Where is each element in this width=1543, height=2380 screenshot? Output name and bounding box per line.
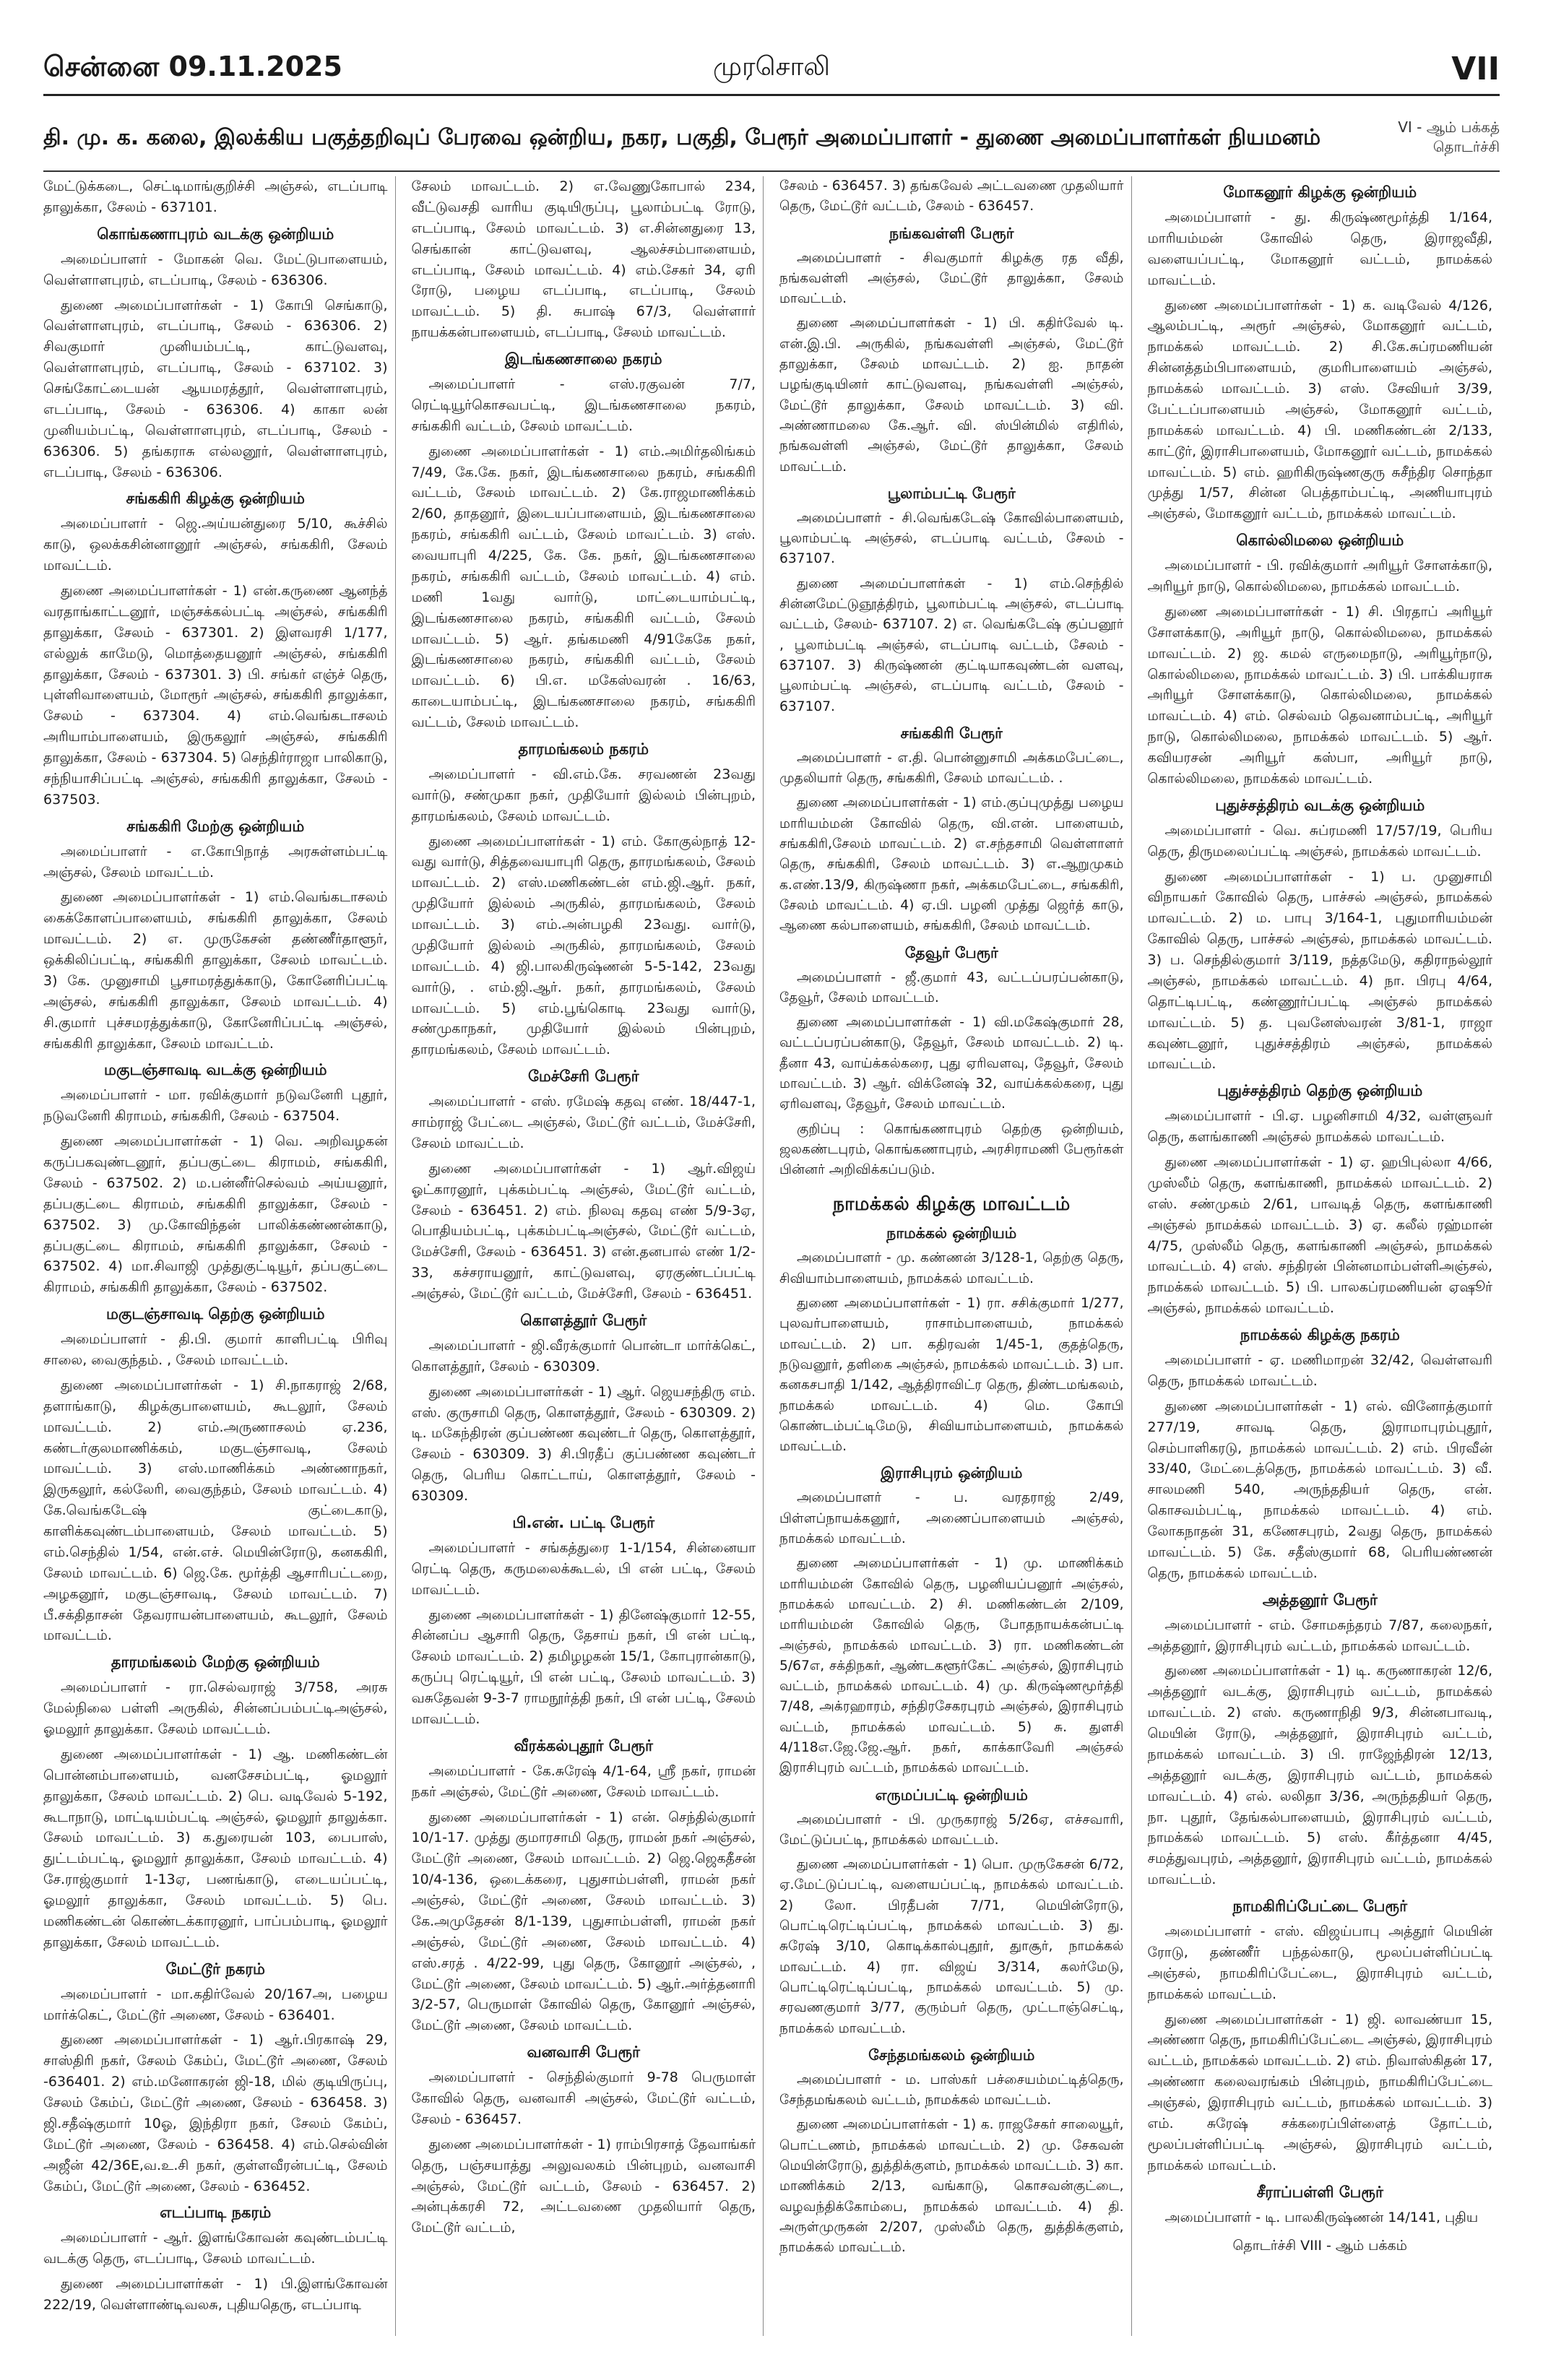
body-paragraph: அமைப்பாளர் - எ.தி. பொன்னுசாமி அக்கமபேட்டை, முதலியார் தெரு, சங்ககிரி, சேலம் மாவட்டம். . — [779, 750, 1124, 787]
body-paragraph: அமைப்பாளர் - பி.ஏ. பழனிசாமி 4/32, வள்ளுவர் தெரு, களங்காணி அஞ்சல் நாமக்கல் மாவட்டம். — [1147, 1108, 1492, 1146]
section-heading: மேச்சேரி பேரூர் — [527, 1068, 639, 1086]
section-heading: அத்தனூர் பேரூர் — [1262, 1591, 1378, 1609]
body-paragraph: துணை அமைப்பாளர்கள் - 1) எம்.வெங்கடாசலம் கைக்கோளப்பாளையம், சங்ககிரி தாலுக்கா, சேலம் மாவட்டம். 2) எ. முருகேசன் தண்ணீர்தாளூர், ஒக்கிலிப்பட்டி, சங்ககிரி தாலுக்கா, சேலம் மாவட்டம். 3) கே. முனுசாமி பூசாமரத்துக்காடு, கோனேரிப்பட்டி அஞ்சல், சங்ககிரி தாலுக்கா, சேலம் மாவட்டம். 4) சி.குமார் புச்சமரத்துக்காடு, கோனேரிப்பட்டி அஞ்சல், சங்ககிரி தாலுக்கா, சேலம் மாவட்டம். — [43, 889, 388, 1052]
section-heading: கொங்கணாபுரம் வடக்கு ஒன்றியம் — [97, 225, 334, 243]
body-paragraph: அமைப்பாளர் - கே.சுரேஷ் 4/1-64, ஸ்ரீ நகர், ராமன் நகர் அஞ்சல், மேட்டூர் அணை, சேலம் மாவட்டம். — [411, 1762, 756, 1800]
body-paragraph: துணை அமைப்பாளர்கள் - 1) பி. கதிர்வேல் டி. என்.இ.பி. அருகில், நங்கவள்ளி அஞ்சல், மேட்டூர் தாலுக்கா, சேலம் மாவட்டம். 2) ஐ. நாதன் பழங்குடியினர் காட்டுவளவு, நங்கவள்ளி அஞ்சல், மேட்டூர் தாலுக்கா, சேலம் மாவட்டம். 3) வி. அண்ணாமலை கே.ஆர். வி. ஸ்பின்மில் எதிரில், நங்கவள்ளி அஞ்சல், மேட்டூர் தாலுக்கா, சேலம் மாவட்டம். — [779, 316, 1124, 475]
body-paragraph: துணை அமைப்பாளர்கள் - 1) சி.நாகராஜ் 2/68, தளாங்காடு, கிழக்குபாளையம், கூடலூர், சேலம் மாவட்டம். 2) எம்.அருணாசலம் ஏ.236, கண்டர்குலமாணிக்கம், மகுடஞ்சாவடி, சேலம் மாவட்டம். 3) எஸ்.மாணிக்கம் அண்ணாநகர், இருகலூர், கல்லேரி, வைகுந்தம், சேலம் மாவட்டம். 4) கே.வெங்கடேஷ் குட்டைகாடு, காளிக்கவுண்டம்பாளையம், சேலம் மாவட்டம். 5) எம்.செந்தில் 1/54, என்.எச். மெயின்ரோடு, கனககிரி, சேலம் மாவட்டம். 6) ஜெ.கே. மூர்த்தி ஆசாரிபட்டறை, அழகனூர், மகுடஞ்சாவடி, சேலம் மாவட்டம். 7) பீ.சக்திதாசன் தேவராயன்பாளையம், கூடலூர், சேலம் மாவட்டம். — [43, 1377, 388, 1644]
article-columns — [43, 176, 1500, 2336]
section-heading: எடப்பாடி நகரம் — [160, 2204, 272, 2222]
body-paragraph: சேலம் மாவட்டம். 2) எ.வேணுகோபால் 234, வீட்டுவசதி வாரிய குடியிருப்பு, பூலாம்பட்டி ரோடு, எடப்பாடி, சேலம் மாவட்டம். 3) எ.சின்னதுரை 13, செங்கான் காட்டுவளவு, ஆலச்சம்பாளையம், எடப்பாடி, சேலம் மாவட்டம். 4) எம்.சேகர் 34, ஏரி ரோடு, பழைய எடப்பாடி, எடப்பாடி, சேலம் மாவட்டம். 5) தி. சுபாஷ் 67/3, வெள்ளார் நாயக்கன்பாளையம், எடப்பாடி, சேலம் மாவட்டம். — [411, 178, 756, 341]
section-heading: மோகனூர் கிழக்கு ஒன்றியம் — [1223, 183, 1417, 201]
section-heading: சேந்தமங்கலம் ஒன்றியம் — [868, 2046, 1035, 2064]
body-paragraph: அமைப்பாளர் - ரா.செல்வராஜ் 3/758, அரசு மேல்நிலை பள்ளி அருகில், சின்னப்பம்பட்டிஅஞ்சல், ஓமலூர் தாலுக்கா. சேலம் மாவட்டம். — [43, 1679, 388, 1737]
section-heading: இராசிபுரம் ஒன்றியம் — [881, 1464, 1023, 1482]
body-paragraph: அமைப்பாளர் - சி.வெங்கடேஷ் கோவில்பாளையம், பூலாம்பட்டி அஞ்சல், எடப்பாடி வட்டம், சேலம் - 637107. — [779, 510, 1124, 567]
body-paragraph: அமைப்பாளர் - ஜெ.அய்யன்துரை 5/10, கூச்சில் காடு, ஒலக்கசின்னானூர் அஞ்சல், சங்ககிரி, சேலம் மாவட்டம். — [43, 516, 388, 574]
section-heading: மேட்டூர் நகரம் — [165, 1960, 265, 1978]
body-paragraph: அமைப்பாளர் - சிவகுமார் கிழக்கு ரத வீதி, நங்கவள்ளி அஞ்சல், மேட்டூர் தாலுக்கா, சேலம் மாவட்டம். — [779, 250, 1124, 307]
continued-from-note: VI - ஆம் பக்கத் தொடர்ச்சி — [1398, 118, 1500, 155]
body-paragraph: துணை அமைப்பாளர்கள் - 1) பி.இளங்கோவன் 222/19, வெள்ளாண்டிவலசு, புதியதெரு, எடப்பாடி — [43, 2276, 388, 2313]
section-heading: எருமப்பட்டி ஒன்றியம் — [875, 1786, 1028, 1804]
body-paragraph: துணை அமைப்பாளர்கள் - 1) டி. கருணாகரன் 12/6, அத்தனூர் வடக்கு, இராசிபுரம் வட்டம், நாமக்கல் மாவட்டம். 2) எஸ். கருணாநிதி 9/3, சின்னபாவடி, மெயின் ரோடு, அத்தனூர், இராசிபுரம் வட்டம், நாமக்கல் மாவட்டம். 3) பி. ராஜேந்திரன் 12/13, அத்தனூர் வடக்கு, இராசிபுரம் வட்டம், நாமக்கல் மாவட்டம். 4) எல். லலிதா 3/36, அருந்ததியர் தெரு, நா. புதூர், தேங்கல்பாளையம், இராசிபுரம் வட்டம், நாமக்கல் மாவட்டம். 5) எஸ். கீர்த்தனா 4/45, சமத்துவபுரம், அத்தனூர், இராசிபுரம் வட்டம், நாமக்கல் மாவட்டம். — [1147, 1663, 1492, 1888]
body-paragraph: துணை அமைப்பாளர்கள் - 1) என். செந்தில்குமார் 10/1-17. முத்து குமாரசாமி தெரு, ராமன் நகர் அஞ்சல், மேட்டூர் அணை, சேலம் மாவட்டம். 2) ஜெ.ஜெகதீசன் 10/4-136, ஒடைக்கரை, புதுசாம்பள்ளி, ராமன் நகர் அஞ்சல், மேட்டூர் அணை, சேலம் மாவட்டம். 3) கே.அமுதேசன் 8/1-139, புதுசாம்பள்ளி, ராமன் நகர் அஞ்சல், மேட்டூர் அணை, சேலம் மாவட்டம். 4) எஸ்.சரத் . 4/22-99, புது தெரு, கோனூர் அஞ்சல், , மேட்டூர் அணை, சேலம் மாவட்டம். 5) ஆர்.அர்த்தனாரி 3/2-57, பெருமாள் கோவில் தெரு, கோனூர் அஞ்சல், மேட்டூர் அணை, சேலம் மாவட்டம். — [411, 1809, 756, 2034]
section-heading: வீரக்கல்புதூர் பேரூர் — [514, 1736, 653, 1754]
district-heading: நாமக்கல் கிழக்கு மாவட்டம் — [832, 1193, 1071, 1216]
column-3 — [779, 176, 1132, 2336]
body-paragraph: துணை அமைப்பாளர்கள் - 1) மு. மாணிக்கம் மாரியம்மன் கோவில் தெரு, பழனியப்பனூர் அஞ்சல், நாமக்கல் மாவட்டம். 2) சி. மணிகண்டன் 2/109, மாரியம்மன் கோவில் தெரு, போதநாயக்கன்பட்டி அஞ்சல், நாமக்கல் மாவட்டம். 3) ரா. மணிகண்டன் 5/67எ, சக்திநகர், ஆண்டகளூர்கேட் அஞ்சல், இராசிபுரம் வட்டம், நாமக்கல் மாவட்டம். 4) மு. கிருஷ்ணமூர்த்தி 7/48, அக்ரஹாரம், சந்திரசேகரபுரம் அஞ்சல், இராசிபுரம் வட்டம், நாமக்கல் மாவட்டம். 5) சு. துளசி 4/118எ.ஜே.ஜே.ஆர். நகர், காக்காவேரி அஞ்சல் இராசிபுரம் வட்டம், நாமக்கல் மாவட்டம். — [779, 1556, 1124, 1776]
body-paragraph: துணை அமைப்பாளர்கள் - 1) வி.மகேஷ்குமார் 28, வட்டப்பரப்பன்காடு, தேவூர், சேலம் மாவட்டம். 2) டி. தீனா 43, வாய்க்கல்கரை, புது ஏரிவளவு, தேவூர், சேலம் மாவட்டம். 3) ஆர். விக்னேஷ் 32, வாய்க்கல்கரை, புது ஏரிவளவு, தேவூர், சேலம் மாவட்டம். — [779, 1015, 1124, 1112]
body-paragraph: துணை அமைப்பாளர்கள் - 1) கோபி செங்காடு, வெள்ளாளபுரம், எடப்பாடி, சேலம் - 636306. 2) சிவகுமார் முனியம்பட்டி, காட்டுவளவு, வெள்ளாளபுரம், எடப்பாடி, சேலம் - 637102. 3) செங்கோட்டையன் ஆயமரத்தூர், வெள்ளாளபுரம், எடப்பாடி, சேலம் - 636306. 4) காகா லன் முனியம்பட்டி, வெள்ளாளபுரம், எடப்பாடி, சேலம் - 636306. 5) தங்கராசு எல்லனூர், வெள்ளாளபுரம், எடப்பாடி, சேலம் - 636306. — [43, 297, 388, 480]
body-paragraph: அமைப்பாளர் - ஜி.வீரக்குமார் பொன்டா மார்க்கெட், கொளத்தூர், சேலம் - 630309. — [411, 1337, 756, 1375]
body-paragraph: துணை அமைப்பாளர்கள் - 1) ப. முனுசாமி விநாயகர் கோவில் தெரு, பாச்சல் அஞ்சல், நாமக்கல் மாவட்டம். 2) ம. பாபு 3/164-1, புதுமாரியம்மன் கோவில் தெரு, பாச்சல் அஞ்சல், நாமக்கல் மாவட்டம். 3) ப. செந்தில்குமார் 3/119, நத்தமேடு, கதிராநல்லூர் அஞ்சல், நாமக்கல் மாவட்டம். 4) நா. பிரபு 4/64, தொட்டிபட்டி, கண்ணூர்ப்பட்டி அஞ்சல் நாமக்கல் மாவட்டம். 5) த. புவனேஸ்வரன் 3/81-1, ராஜா கவுண்டனூர், புதுச்சத்திரம் அஞ்சல், நாமக்கல் மாவட்டம். — [1147, 868, 1492, 1073]
body-paragraph: துணை அமைப்பாளர்கள் - 1) ஆர். ஜெயசந்திரு எம். எஸ். குருசாமி தெரு, கொளத்தூர், சேலம் - 630309. 2) டி. மகேந்திரன் குப்பண்ண கவுண்டர் தெரு, கொளத்தூர், சேலம் - 630309. 3) சி.பிரதீப் குப்பண்ண கவுண்டர் தெரு, பெரிய கொட்டாய், கொளத்தூர், சேலம் - 630309. — [411, 1383, 756, 1504]
body-paragraph: அமைப்பாளர் - ப. வரதராஜ் 2/49, பிள்ளப்நாயக்கனூர், அணைப்பாளையம் அஞ்சல், நாமக்கல் மாவட்டம். — [779, 1490, 1124, 1547]
body-paragraph: அமைப்பாளர் - தி.பி. குமார் காளிபட்டி பிரிவு சாலை, வைகுந்தம். , சேலம் மாவட்டம். — [43, 1331, 388, 1368]
section-heading: சீராப்பள்ளி பேரூர் — [1256, 2183, 1383, 2201]
body-paragraph: அமைப்பாளர் - ம. பாஸ்கர் பச்சையம்மட்டித்தெரு, சேந்தமங்கலம் வட்டம், நாமக்கல் மாவட்டம். — [779, 2072, 1124, 2108]
headline-rule — [43, 170, 1500, 172]
section-heading: புதுச்சத்திரம் தெற்கு ஒன்றியம் — [1217, 1082, 1423, 1100]
body-paragraph: அமைப்பாளர் - மா. ரவிக்குமார் நடுவனேரி புதூர், நடுவனேரி கிராமம், சங்ககிரி, சேலம் - 637504. — [43, 1087, 388, 1125]
body-paragraph: துணை அமைப்பாளர்கள் - 1) எம். கோகுல்நாத் 12-வது வார்டு, சித்தவையாபுரி தெரு, தாரமங்கலம், சேலம் மாவட்டம். 2) எஸ்.மணிகண்டன் எம்.ஜி.ஆர். நகர், முதியோர் இல்லம் அருகில், தாரமங்கலம், சேலம் மாவட்டம். 3) எம்.அன்பழகி 23வது. வார்டு, முதியோர் இல்லம் அருகில், தாரமங்கலம், சேலம் மாவட்டம். 4) ஜி.பாலகிருஷ்ணன் 5-5-142, 23வது வார்டு, . எம்.ஜி.ஆர். நகர், தாரமங்கலம், சேலம் மாவட்டம். 5) எம்.பூங்கொடி 23வது வார்டு, சண்முகாநகர், முதியோர் இல்லம் பின்புறம், தாரமங்கலம், சேலம் மாவட்டம். — [411, 833, 756, 1058]
headline-title: தி. மு. க. கலை, இலக்கிய பகுத்தறிவுப் பேரவை ஒன்றிய, நகர, பகுதி, பேரூர் அமைப்பாளர் - துணை அமைப்பாளர்கள் நியமனம் — [43, 125, 1321, 150]
body-paragraph: அமைப்பாளர் - பி. முருகராஜ் 5/26ஏ, எச்சவாரி, மேட்டுப்பட்டி, நாமக்கல் மாவட்டம். — [779, 1812, 1124, 1848]
body-paragraph: துணை அமைப்பாளர்கள் - 1) ரா. சசிக்குமார் 1/277, புலவர்பாளையம், ராசாம்பாளையம், நாமக்கல் மாவட்டம். 2) பா. கதிரவன் 1/45-1, குதத்தெரு, நடுவனூர், தளிகை அஞ்சல், நாமக்கல் மாவட்டம். 3) பா. கனகசபாதி 1/142, ஆத்திராவிட்ர தெரு, திண்டமங்கலம், நாமக்கல் மாவட்டம். 4) மெ. கோபி கொண்டம்பட்டிமேடு, சிவியாம்பாளையம், நாமக்கல் மாவட்டம். — [779, 1296, 1124, 1455]
body-paragraph: அமைப்பாளர் - மு. கண்ணன் 3/128-1, தெற்கு தெரு, சிவியாம்பாளையம், நாமக்கல் மாவட்டம். — [779, 1250, 1124, 1286]
body-paragraph: துணை அமைப்பாளர்கள் - 1) எல். வினோத்குமார் 277/19, சாவடி தெரு, இராமாபுரம்புதூர், செம்பாளிகரடு, நாமக்கல் மாவட்டம். 2) எம். பிரவீன் 33/40, மேட்டைத்தெரு, நாமக்கல் மாவட்டம். 3) வீ. சாலமணி 540, அருந்ததியர் தெரு, என். கொசவம்பட்டி, நாமக்கல் மாவட்டம். 4) எம். லோகநாதன் 31, கணேசபுரம், 2வது தெரு, நாமக்கல் மாவட்டம். 5) கே. சதீஸ்குமார் 68, பெரியண்ணன் தெரு, நாமக்கல் மாவட்டம். — [1147, 1398, 1492, 1581]
body-paragraph: துணை அமைப்பாளர்கள் - 1) சி. பிரதாப் அரியூர் சோளக்காடு, அரியூர் நாடு, கொல்லிமலை, நாமக்கல் மாவட்டம். 2) ஜ. கமல் எருமைநாடு, அரியூர்நாடு, கொல்லிமலை, நாமக்கல் மாவட்டம். 3) பி. பாக்கியராசு அரியூர் சோளக்காடு, கொல்லிமலை, நாமக்கல் மாவட்டம். 4) எம். செல்வம் தெவனாம்பட்டி, அரியூர் நாடு, கொல்லிமலை, நாமக்கல் மாவட்டம். 5) ஆர். கவியரசன் அரியூர் கஸ்பா, அரியூர் நாடு, கொல்லிமலை, நாமக்கல் மாவட்டம். — [1147, 603, 1492, 787]
section-heading: சங்ககிரி கிழக்கு ஒன்றியம் — [126, 490, 305, 508]
continued-on-note: தொடர்ச்சி VIII - ஆம் பக்கம் — [1232, 2238, 1407, 2254]
body-paragraph: துணை அமைப்பாளர்கள் - 1) எம்.குப்புமுத்து பழைய மாரியம்மன் கோவில் தெரு, வி.என். பாளையம், சங்ககிரி,சேலம் மாவட்டம். 2) எ.சந்தசாமி வெள்ளாளர் தெரு, சங்ககிரி, சேலம் மாவட்டம். 3) எ.ஆறுமுகம் க.எண்.13/9, கிருஷ்ணா நகர், அக்கமபேட்டை, சங்ககிரி, சேலம் மாவட்டம். 4) ஏ.பி. பழனி முத்து ஜெர்த் காடு, ஆணை கல்பாளையம், சங்ககிரி, சேலம் மாவட்டம். — [779, 795, 1124, 934]
page-number: VII — [1451, 50, 1500, 87]
body-paragraph: அமைப்பாளர் - செந்தில்குமார் 9-78 பெருமாள் கோவில் தெரு, வனவாசி அஞ்சல், மேட்டூர் வட்டம், சேலம் - 636457. — [411, 2069, 756, 2127]
section-heading: சங்ககிரி பேரூர் — [900, 724, 1003, 742]
section-heading: பூலாம்பட்டி பேரூர் — [887, 484, 1016, 502]
body-paragraph: துணை அமைப்பாளர்கள் - 1) ராம்பிரசாத் தேவாங்கர் தெரு, பஞ்சயாத்து அலுவலகம் பின்புறம், வனவாசி அஞ்சல், மேட்டூர் வட்டம், சேலம் - 636457. 2) அன்புக்கரசி 72, அட்டவணை முதலியார் தெரு, மேட்டூர் வட்டம், — [411, 2136, 756, 2236]
body-paragraph: அமைப்பாளர் - து. கிருஷ்ணமூர்த்தி 1/164, மாரியம்மன் கோவில் தெரு, இராஜவீதி, வளையப்பட்டி, மோகனூர் வட்டம், நாமக்கல் மாவட்டம். — [1147, 209, 1492, 288]
body-paragraph: துணை அமைப்பாளர்கள் - 1) வெ. அறிவழகன் கருப்பகவுண்டனூர், தப்பகுட்டை கிராமம், சங்ககிரி, சேலம் - 637502. 2) ம.பன்னீர்செல்வம் அய்யனூர், தப்பகுட்டை கிராமம், சங்ககிரி தாலுக்கா, சேலம் - 637502. 3) மு.கோவிந்தன் பாலிக்கண்ணன்காடு, தப்பகுட்டை கிராமம், சங்ககிரி தாலுக்கா, சேலம் - 637502. 4) மா.சிவாஜி முத்துகுட்டியூர், தப்பகுட்டை கிராமம், சங்ககிரி தாலுக்கா, சேலம் - 637502. — [43, 1133, 388, 1296]
section-heading: நங்கவள்ளி பேரூர் — [889, 224, 1014, 242]
body-paragraph: துணை அமைப்பாளர்கள் - 1) ஏ. ஹபிபுல்லா 4/66, முஸ்லீம் தெரு, களங்காணி, நாமக்கல் மாவட்டம். 2) எஸ். சண்முகம் 2/61, பாவடித் தெரு, களங்காணி அஞ்சல் நாமக்கல் மாவட்டம். 3) ஏ. கலீல் ரஹ்மான் 4/75, முஸ்லீம் தெரு, களங்காணி அஞ்சல், நாமக்கல் மாவட்டம். 4) எஸ். சந்திரன் பின்னமாம்பள்ளிஅஞ்சல், நாமக்கல் மாவட்டம். 5) பி. பாலகப்ரமணியன் ஏஷூர் அஞ்சல், நாமக்கல் மாவட்டம். — [1147, 1154, 1492, 1317]
body-paragraph: அமைப்பாளர் - எம். சோமசுந்தரம் 7/87, கலைநகர், அத்தனூர், இராசிபுரம் வட்டம், நாமக்கல் மாவட்டம். — [1147, 1617, 1492, 1654]
body-paragraph: அமைப்பாளர் - மா.கதிர்வேல் 20/167அ, பழைய மார்க்கெட், மேட்டூர் அணை, சேலம் - 636401. — [43, 1986, 388, 2023]
column-2 — [412, 176, 764, 2336]
body-paragraph: அமைப்பாளர் - ஆர். இளங்கோவன் கவுண்டம்பட்டி வடக்கு தெரு, எடப்பாடி, சேலம் மாவட்டம். — [43, 2230, 388, 2267]
body-paragraph: துணை அமைப்பாளர்கள் - 1) ஆ. மணிகண்டன் பொன்னம்பாளையம், வனசேசம்பட்டி, ஓமலூர் தாலுக்கா, சேலம் மாவட்டம். 2) பெ. வடிவேல் 5-192, கூடாநாடு, மாட்டியம்பட்டி அஞ்சல், ஓமலூர் தாலுக்கா. சேலம் மாவட்டம். 3) க.துரையன் 103, பைபாஸ், துட்டம்பட்டி, ஓமலூர் தாலுக்கா, சேலம் மாவட்டம். 4) சே.ராஜ்குமார் 1-13ஏ, பணங்காடு, எடையப்பட்டி, ஓமலூர் தாலுக்கா, சேலம் மாவட்டம். 5) பெ. மணிகண்டன் கொண்டக்காரனூர், பாப்பம்பாடி, ஓமலூர் தாலுக்கா, சேலம் மாவட்டம். — [43, 1746, 388, 1950]
body-paragraph: துணை அமைப்பாளர்கள் - 1) என்.கருணை ஆனந்த் வரதாங்காட்டனூர், மஞ்சக்கல்பட்டி அஞ்சல், சங்ககிரி தாலுக்கா, சேலம் - 637301. 2) இளவரசி 1/177, எல்லுக் காமேடு, மொத்தையனூர் அஞ்சல், சங்ககிரி தாலுக்கா, சேலம் - 637301. 3) பி. சங்கர் எஞ்ச் தெரு, புள்ளிவாளையம், மோரூர் அஞ்சல், சங்ககிரி தாலுக்கா, சேலம் - 637304. 4) எம்.வெங்கடாசலம் அரியாம்பாளையம், இருகலூர் அஞ்சல், சங்ககிரி தாலுக்கா, சேலம் - 637304. 5) செந்திர்ராஜா பாலிகாடு, சந்நியாசிப்பட்டி அஞ்சல், சங்ககிரி தாலுக்கா, சேலம் - 637503. — [43, 583, 388, 808]
section-heading: நாமக்கல் கிழக்கு நகரம் — [1240, 1326, 1400, 1343]
section-heading: இடங்கணசாலை நகரம் — [504, 350, 662, 368]
body-paragraph: அமைப்பாளர் - எஸ். விஜய்பாபு அத்தூர் மெயின் ரோடு, தண்ணீர் பந்தல்காடு, மூலப்பள்ளிப்பட்டி அஞ்சல், நாமகிரிப்பேட்டை, இராசிபுரம் வட்டம், நாமக்கல் மாவட்டம். — [1147, 1924, 1492, 2002]
section-heading: கொல்லிமலை ஒன்றியம் — [1236, 532, 1404, 550]
newspaper-name: முரசொலி — [713, 52, 830, 82]
section-heading: தாரமங்கலம் மேற்கு ஒன்றியம் — [111, 1653, 320, 1671]
body-paragraph: துணை அமைப்பாளர்கள் - 1) ஜி. லாவண்யா 15, அண்ணா தெரு, நாமகிரிப்பேட்டை அஞ்சல், இராசிபுரம் வட்டம், நாமக்கல் மாவட்டம். 2) எம். நிவாஸ்கிதன் 17, அண்ணா கலைவரங்கம் பின்புறம், நாமகிரிப்பேட்டை அஞ்சல், இராசிபுரம் வட்டம், நாமக்கல் மாவட்டம். 3) எம். சுரேஷ் சக்கரைப்பிள்ளைத் தோட்டம், மூலப்பள்ளிப்பட்டி அஞ்சல், இராசிபுரம் வட்டம், நாமக்கல் மாவட்டம். — [1147, 2011, 1492, 2173]
body-paragraph: துணை அமைப்பாளர்கள் - 1) ஆர்.பிரகாஷ் 29, சாஸ்திரி நகர், சேலம் கேம்ப், மேட்டூர் அணை, சேலம் -636401. 2) எம்.மனோகரன் ஜி-18, மில் குடியிருப்பு, சேலம் கேம்ப், மேட்டூர் அணை, சேலம் - 636458. 3) ஜி.சதீஷ்குமார் 10ஓ, இந்திரா நகர், சேலம் கேம்ப், மேட்டூர் அணை, சேலம் - 636458. 4) எம்.செல்வின் அஜீன் 42/36E,வ.உ.சி நகர், குள்ளவீரன்பட்டி, சேலம் கேம்ப், மேட்டூர் அணை, சேலம் - 636452. — [43, 2032, 388, 2194]
body-paragraph: துணை அமைப்பாளர்கள் - 1) க. வடிவேல் 4/126, ஆலம்பட்டி, அரூர் அஞ்சல், மோகனூர் வட்டம், நாமக்கல் மாவட்டம். 2) சி.கே.சுப்ரமணியன் சின்னத்தம்பிபாளையம், குமரிபாளையம் அஞ்சல், நாமக்கல் மாவட்டம். 3) எஸ். சேவியர் 3/39, பேட்டப்பாளையம் அஞ்சல், மோகனூர் வட்டம், நாமக்கல் மாவட்டம். 4) பி. மணிகண்டன் 2/133, காட்டூர், இராசிபாளையம், மோகனூர் வட்டம், நாமக்கல் மாவட்டம். 5) எம். ஹரிகிருஷ்ணகுரு சுசீந்திர சொந்தா முத்து 1/57, சின்ன பெத்தாம்பட்டி, அணியாபுரம் அஞ்சல், மோகனூர் வட்டம், நாமக்கல் மாவட்டம். — [1147, 297, 1492, 522]
section-heading: மகுடஞ்சாவடி வடக்கு ஒன்றியம் — [104, 1061, 327, 1079]
section-heading: மகுடஞ்சாவடி தெற்கு ஒன்றியம் — [105, 1305, 325, 1323]
body-paragraph: அமைப்பாளர் - ஏ. மணிமாறன் 32/42, வெள்ளவரி தெரு, நாமக்கல் மாவட்டம். — [1147, 1352, 1492, 1389]
section-heading: நாமகிரிப்பேட்டை பேரூர் — [1232, 1897, 1408, 1915]
body-paragraph: சேலம் - 636457. 3) தங்கவேல் அட்டவணை முதலியார் தெரு, மேட்டூர் வட்டம், சேலம் - 636457. — [779, 178, 1124, 215]
body-paragraph: அமைப்பாளர் - பி. ரவிக்குமார் அரியூர் சோளக்காடு, அரியூர் நாடு, கொல்லிமலை, நாமக்கல் மாவட்டம். — [1147, 558, 1492, 594]
body-paragraph: அமைப்பாளர் - டி. பாலகிருஷ்ணன் 14/141, புதிய — [1164, 2209, 1479, 2225]
body-paragraph: குறிப்பு : கொங்கணாபுரம் தெற்கு ஒன்றியம், ஜலகண்டபுரம், கொங்கணாபுரம், அரசிராமணி பேரூர்கள் பின்னர் அறிவிக்கப்படும். — [779, 1121, 1124, 1178]
body-paragraph: அமைப்பாளர் - சங்கத்துரை 1-1/154, சின்னையா ரெட்டி தெரு, கருமலைக்கூடல், பி என் பட்டி, சேலம் மாவட்டம். — [411, 1539, 756, 1598]
body-paragraph: அமைப்பாளர் - வெ. சுப்ரமணி 17/57/19, பெரிய தெரு, திருமலைப்பட்டி அஞ்சல், நாமக்கல் மாவட்டம். — [1147, 822, 1492, 860]
body-paragraph: துணை அமைப்பாளர்கள் - 1) தினேஷ்குமார் 12-55, சின்னப்ப ஆசாரி தெரு, தேசாய் நகர், பி என் பட்டி, சேலம் மாவட்டம். 2) தமிழழகன் 15/1, கோபுரான்காடு, கருப்பு ரெட்டியூர், பி என் பட்டி, சேலம் மாவட்டம். 3) வசுதேவன் 9-3-7 ராமநூர்த்தி நகர், பி என் பட்டி, சேலம் மாவட்டம். — [411, 1606, 756, 1727]
column-1 — [43, 176, 396, 2336]
body-paragraph: துணை அமைப்பாளர்கள் - 1) எம்.செந்தில் சின்னமேட்டுஞூத்திரம், பூலாம்பட்டி அஞ்சல், எடப்பாடி வட்டம், சேலம்- 637107. 2) எ. வெங்கடேஷ் குப்பனூர் , பூலாம்பட்டி அஞ்சல், எடப்பாடி வட்டம், சேலம் - 637107. 3) கிருஷ்ணன் குட்டியாகவுண்டன் வளவு, பூலாம்பட்டி அஞ்சல், எடப்பாடி வட்டம், சேலம் - 637107. — [779, 576, 1124, 714]
body-paragraph: மேட்டுக்கடை, செட்டிமாங்குறிச்சி அஞ்சல், எடப்பாடி தாலுக்கா, சேலம் - 637101. — [43, 178, 388, 215]
section-heading: நாமக்கல் ஒன்றியம் — [886, 1224, 1017, 1242]
body-paragraph: அமைப்பாளர் - எஸ்.ரகுவன் 7/7, ரெட்டியூர்கொசவபட்டி, இடங்கணசாலை நகரம், சங்ககிரி வட்டம், சேலம் மாவட்டம். — [411, 376, 756, 434]
body-paragraph: துணை அமைப்பாளர்கள் - 1) ஆர்.விஜய் ஓட்காரனூர், புக்கம்பட்டி அஞ்சல், மேட்டூர் வட்டம், சேலம் - 636451. 2) எம். நிலவு கதவு எண் 5/9-3ஏ, பொதியம்பட்டி, புக்கம்பட்டிஅஞ்சல், மேட்டூர் வட்டம், மேச்சேரி, சேலம் - 636451. 3) என்.தனபால் எண் 1/2-33, கச்சராயனூர், காட்டுவளவு, ஏரகுண்டப்பட்டி அஞ்சல், மேட்டூர் வட்டம், மேச்சேரி, சேலம் - 636451. — [411, 1160, 756, 1302]
body-paragraph: துணை அமைப்பாளர்கள் - 1) பொ. முருகேசன் 6/72, ஏ.மேட்டுப்பட்டி, வளையப்பட்டி, நாமக்கல் மாவட்டம். 2) லோ. பிரதீபன் 7/71, மெயின்ரோடு, பொட்டிரெட்டிப்பட்டி, நாமக்கல் மாவட்டம். 3) து. சுரேஷ் 3/10, கொடிக்கால்புதூர், துாசூர், நாமக்கல் மாவட்டம். 4) ரா. விஜய் 3/314, கலர்மேடு, பொட்டிரெட்டிப்பட்டி, நாமக்கல் மாவட்டம். 5) மு. சரவணகுமார் 3/77, குரும்பர் தெரு, முட்டாஞ்செட்டி, நாமக்கல் மாவட்டம். — [779, 1857, 1124, 2036]
headline-bar — [43, 107, 1500, 168]
section-heading: பி.என். பட்டி பேரூர் — [512, 1513, 655, 1531]
masthead — [43, 43, 1500, 96]
section-heading: சங்ககிரி மேற்கு ஒன்றியம் — [126, 817, 305, 835]
issue-date: சென்னை 09.11.2025 — [43, 51, 342, 82]
section-heading: புதுச்சத்திரம் வடக்கு ஒன்றியம் — [1215, 796, 1425, 814]
section-heading: வனவாசி பேரூர் — [527, 2043, 640, 2061]
section-heading: தாரமங்கலம் நகரம் — [518, 740, 649, 758]
body-paragraph: அமைப்பாளர் - எ.கோபிநாத் அரசுள்ளம்பட்டி அஞ்சல், சேலம் மாவட்டம். — [43, 843, 388, 880]
body-paragraph: துணை அமைப்பாளர்கள் - 1) க. ராஜசேகர் சாலையூர், பொட்டணம், நாமக்கல் மாவட்டம். 2) மு. சேகவன் மெயின்ரோடு, துத்திக்குளம், நாமக்கல் மாவட்டம். 3) கா. மாணிக்கம் 2/13, வங்காடு, கொசவன்குட்டை, வழவந்திக்கோம்பை, நாமக்கல் மாவட்டம். 4) தி. அருள்முருகன் 2/207, முஸ்லீம் தெரு, துத்திக்குளம், நாமக்கல் மாவட்டம். — [779, 2117, 1124, 2256]
body-paragraph: துணை அமைப்பாளர்கள் - 1) எம்.அமிர்தலிங்கம் 7/49, கே.கே. நகர், இடங்கணசாலை நகரம், சங்ககிரி வட்டம், சேலம் மாவட்டம். 2) கே.ராஜமாணிக்கம் 2/60, தாதனூர், இடையப்பாளையம், இடங்கணசாலை நகரம், சங்ககிரி வட்டம், சேலம் மாவட்டம். 3) எஸ். வையாபுரி 4/225, கே. கே. நகர், இடங்கணசாலை நகரம், சங்ககிரி வட்டம், சேலம் மாவட்டம். 4) எம். மணி 1வது வார்டு, மாட்டையாம்பட்டி, இடங்கணசாலை நகரம், சங்ககிரி வட்டம், சேலம் மாவட்டம். 5) ஆர். தங்கமணி 4/91கேகே நகர், இடங்கணசாலை நகரம், சங்ககிரி வட்டம், சேலம் மாவட்டம். 6) பி.எ. மகேஸ்வரன் . 16/63, காடையாம்பட்டி, இடங்கணசாலை நகரம், சங்ககிரி வட்டம், சேலம் மாவட்டம். — [411, 443, 756, 730]
section-heading: கொளத்தூர் பேரூர் — [520, 1311, 647, 1329]
body-paragraph: அமைப்பாளர் - வி.எம்.கே. சரவணன் 23வது வார்டு, சண்முகா நகர், முதியோர் இல்லம் பின்புறம், தாரமங்கலம், சேலம் மாவட்டம். — [411, 766, 756, 824]
column-4 — [1148, 176, 1500, 2336]
section-heading: தேவூர் பேரூர் — [904, 943, 998, 961]
body-paragraph: அமைப்பாளர் - ஜீ.குமார் 43, வட்டப்பரப்பன்காடு, தேவூர், சேலம் மாவட்டம். — [779, 969, 1124, 1005]
body-paragraph: அமைப்பாளர் - எஸ். ரமேஷ் கதவு எண். 18/447-1, சாம்ராஜ் பேட்டை அஞ்சல், மேட்டூர் வட்டம், மேச்சேரி, சேலம் மாவட்டம். — [411, 1094, 756, 1151]
body-paragraph: அமைப்பாளர் - மோகன் வெ. மேட்டுபாளையம், வெள்ளாளபுரம், எடப்பாடி, சேலம் - 636306. — [43, 251, 388, 288]
